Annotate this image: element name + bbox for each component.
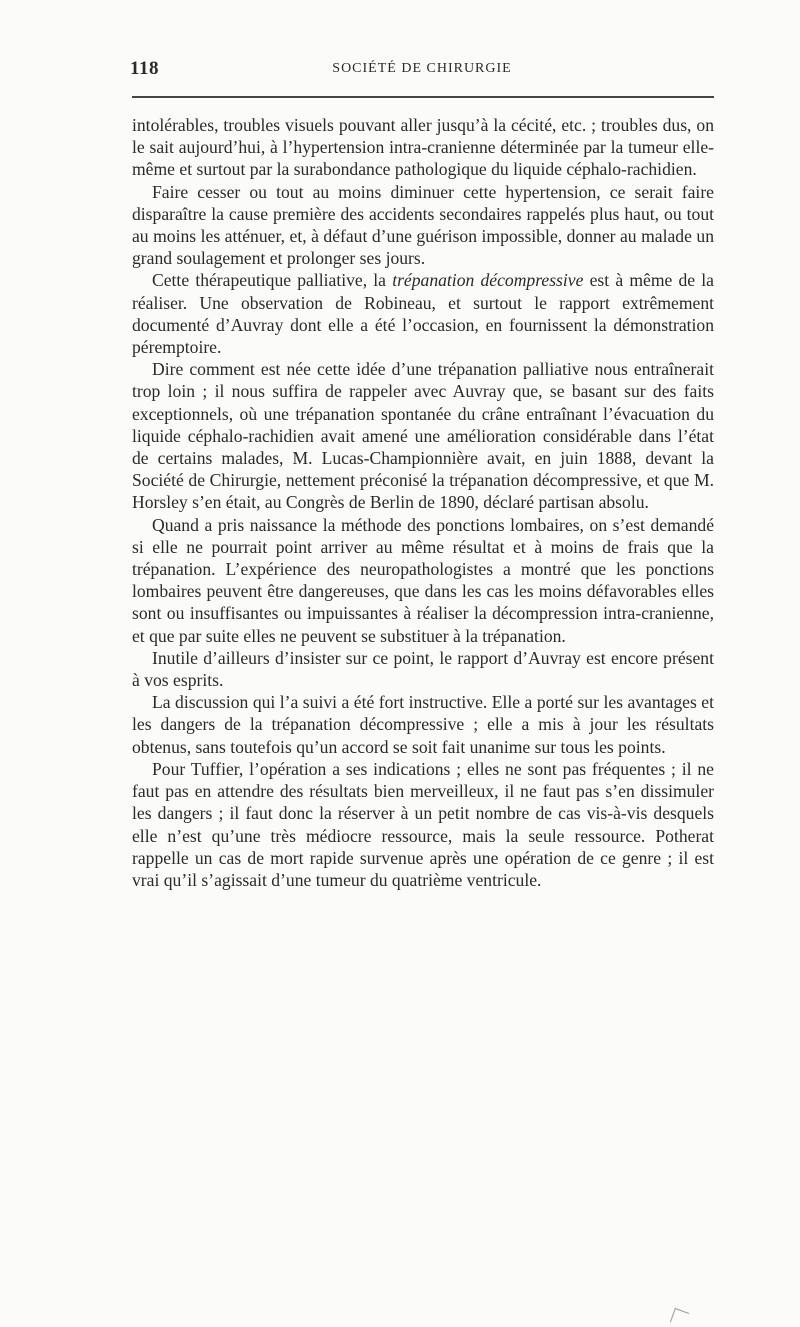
scan-corner-mark — [670, 1308, 689, 1327]
paragraph-6: Inutile d’ailleurs d’insister sur ce point, le rapport d’Auvray est encore présent à vos esprits. — [132, 647, 714, 691]
paragraph-3-start: Cette thérapeutique palliative, la — [152, 270, 393, 291]
paragraph-3 — [132, 269, 714, 358]
header-rule — [132, 96, 714, 98]
paragraph-2: Faire cesser ou tout au moins diminuer cette hypertension, ce serait faire disparaître la cause première des accidents secondaires rappelés plus haut, ou tout au moins les atténuer, et, à défaut d’une guérison impossible, donner au malade un grand soulagement et prolonger ses jours. — [132, 181, 714, 269]
paragraph-5: Quand a pris naissance la méthode des ponctions lombaires, on s’est demandé si elle ne pourrait point arriver au même résultat et à moins de frais que la trépanation. L’expérience des neuropathologistes a montré que les ponctions lombaires peuvent être dangereuses, que dans les cas les moins défavorables elles sont ou insuffisantes ou impuissantes à réaliser la décompression intra-cranienne, et que par suite elles ne peuvent se substituer à la trépanation. — [132, 514, 714, 646]
paragraph-8: Pour Tuffier, l’opération a ses indications ; elles ne sont pas fréquentes ; il ne faut pas en attendre des résultats bien merveilleux, il ne faut pas s’en dissimuler les dangers ; il faut donc la réserver à un petit nombre de cas vis-à-vis desquels elle n’est qu’une très médiocre ressource, mais la seule ressource. Potherat rappelle un cas de mort rapide survenue après une opération de ce genre ; il est vrai qu’il s’agissait d’une tumeur du quatrième ventricule. — [132, 758, 714, 890]
page-header — [130, 58, 714, 82]
body-text — [132, 114, 714, 891]
paragraph-4: Dire comment est née cette idée d’une trépanation palliative nous entraînerait trop loin ; il nous suffira de rappeler avec Auvray que, se basant sur des faits exceptionnels, où une trépanation spontanée du crâne entraînant l’évacuation du liquide céphalo-rachidien avait amené une amélioration considérable dans l’état de certains malades, M. Lucas-Championnière avait, en juin 1888, devant la Société de Chirurgie, nettement préconisé la trépanation décompressive, et que M. Horsley s’en était, au Congrès de Berlin de 1890, déclaré partisan absolu. — [132, 359, 714, 513]
italic-term: trépanation décompressive — [392, 270, 584, 291]
page-number: 118 — [130, 58, 159, 79]
paragraph-1: intolérables, troubles visuels pouvant aller jusqu’à la cécité, etc. ; troubles dus, on le sait aujourd’hui, à l’hypertension intra-cranienne déterminée par la tumeur elle-même et surtout par la surabondance pathologique du liquide céphalo-rachidien. — [132, 115, 714, 180]
paragraph-3-end: est à même de la réaliser. Une observation de Robineau, et surtout le rapport extrêmement documenté d’Auvray dont elle a été l’occasion, en fournissent la démonstration péremptoire. — [132, 270, 714, 358]
paragraph-7: La discussion qui l’a suivi a été fort instructive. Elle a porté sur les avantages et les dangers de la trépanation décompressive ; elle a mis à jour les résultats obtenus, sans toutefois qu’un accord se soit fait unanime sur tous les points. — [132, 692, 714, 757]
running-title: SOCIÉTÉ DE CHIRURGIE — [332, 61, 512, 76]
